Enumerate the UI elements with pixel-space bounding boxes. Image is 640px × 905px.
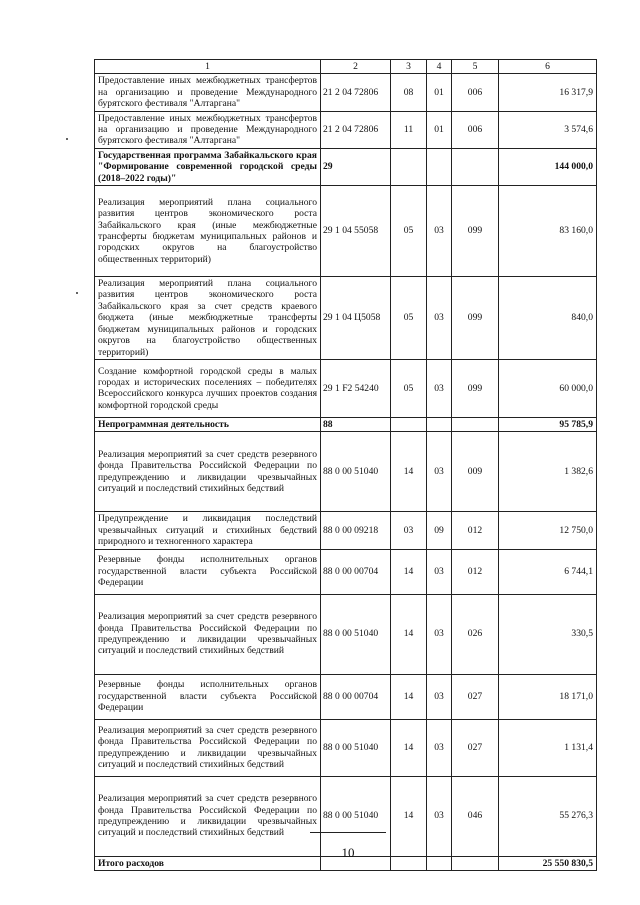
row-name-cell: Государственная программа Забайкальского края "Формирование современной городской среды (2018–2022 годы)" [95, 148, 321, 185]
row-section-cell: 14 [391, 432, 427, 512]
row-section-cell: 14 [391, 776, 427, 856]
row-subsection-cell [427, 856, 452, 870]
table-row [95, 719, 597, 776]
row-amount-cell: 6 744,1 [499, 549, 597, 594]
budget-table [94, 59, 597, 871]
row-section-cell: 14 [391, 549, 427, 594]
header-col-5: 5 [452, 60, 499, 74]
row-subsection-cell [427, 417, 452, 431]
row-type-cell [452, 148, 499, 185]
row-type-cell [452, 856, 499, 870]
row-code-cell: 88 0 00 51040 [321, 719, 391, 776]
row-code-cell: 88 0 00 00704 [321, 674, 391, 719]
row-amount-cell: 16 317,9 [499, 74, 597, 111]
row-section-cell: 08 [391, 74, 427, 111]
row-name-cell: Реализация мероприятий плана социального развития центров экономического роста Забайкальского края за счет средств краевого бюджета (иные межбюджетные трансферты бюджетам муниципальных районов и городских округов на благоустройство общественных территорий) [95, 277, 321, 360]
row-subsection-cell: 03 [427, 186, 452, 277]
page-number: 10 [341, 845, 355, 860]
table-row [95, 359, 597, 417]
row-amount-cell: 12 750,0 [499, 512, 597, 549]
table-row [95, 549, 597, 594]
row-code-cell: 88 0 00 09218 [321, 512, 391, 549]
row-subsection-cell: 03 [427, 277, 452, 360]
row-code-cell: 88 0 00 51040 [321, 432, 391, 512]
row-code-cell: 88 [321, 417, 391, 431]
table-body [95, 74, 597, 871]
row-name-cell: Резервные фонды исполнительных органов государственной власти субъекта Российской Федерации [95, 549, 321, 594]
row-code-cell: 88 0 00 51040 [321, 594, 391, 674]
table-row [95, 432, 597, 512]
row-amount-cell: 25 550 830,5 [499, 856, 597, 870]
row-type-cell: 027 [452, 719, 499, 776]
row-section-cell: 14 [391, 594, 427, 674]
row-section-cell: 11 [391, 111, 427, 148]
table-row [95, 417, 597, 431]
row-amount-cell: 330,5 [499, 594, 597, 674]
scan-speck [76, 292, 78, 294]
row-name-cell: Резервные фонды исполнительных органов государственной власти субъекта Российской Федерации [95, 674, 321, 719]
row-code-cell: 29 1 F2 54240 [321, 359, 391, 417]
row-section-cell: 05 [391, 359, 427, 417]
row-subsection-cell: 01 [427, 74, 452, 111]
row-type-cell: 006 [452, 74, 499, 111]
row-name-cell: Реализация мероприятий за счет средств резервного фонда Правительства Российской Федерации по предупреждению и ликвидации чрезвычайных ситуаций и последствий стихийных бедствий [95, 776, 321, 856]
row-subsection-cell: 03 [427, 719, 452, 776]
row-type-cell [452, 417, 499, 431]
table-row [95, 512, 597, 549]
row-name-cell: Реализация мероприятий за счет средств резервного фонда Правительства Российской Федерации по предупреждению и ликвидации чрезвычайных ситуаций и последствий стихийных бедствий [95, 719, 321, 776]
row-amount-cell: 60 000,0 [499, 359, 597, 417]
table-row [95, 74, 597, 111]
table-row [95, 186, 597, 277]
row-amount-cell: 83 160,0 [499, 186, 597, 277]
row-type-cell: 006 [452, 111, 499, 148]
row-section-cell: 14 [391, 719, 427, 776]
row-subsection-cell: 09 [427, 512, 452, 549]
row-type-cell: 012 [452, 549, 499, 594]
table-row [95, 148, 597, 185]
row-amount-cell: 840,0 [499, 277, 597, 360]
row-type-cell: 046 [452, 776, 499, 856]
row-amount-cell: 3 574,6 [499, 111, 597, 148]
row-section-cell: 05 [391, 277, 427, 360]
row-code-cell: 88 0 00 51040 [321, 776, 391, 856]
header-col-6: 6 [499, 60, 597, 74]
row-type-cell: 027 [452, 674, 499, 719]
row-type-cell: 009 [452, 432, 499, 512]
row-amount-cell: 95 785,9 [499, 417, 597, 431]
row-name-cell: Реализация мероприятий за счет средств резервного фонда Правительства Российской Федерации по предупреждению и ликвидации чрезвычайных ситуаций и последствий стихийных бедствий [95, 432, 321, 512]
table-header-row [95, 60, 597, 74]
budget-table-sheet [94, 59, 596, 871]
row-amount-cell: 55 276,3 [499, 776, 597, 856]
row-subsection-cell: 01 [427, 111, 452, 148]
row-name-cell: Предоставление иных межбюджетных трансфертов на организацию и проведение Международного бурятского фестиваля "Алтаргана" [95, 74, 321, 111]
row-name-cell: Реализация мероприятий плана социального развития центров экономического роста Забайкальского края (иные межбюджетные трансферты бюджетам муниципальных районов и городских округов на благоустройство общественных территорий) [95, 186, 321, 277]
row-section-cell: 14 [391, 674, 427, 719]
row-name-cell: Непрограммная деятельность [95, 417, 321, 431]
row-type-cell: 026 [452, 594, 499, 674]
row-subsection-cell [427, 148, 452, 185]
row-amount-cell: 1 131,4 [499, 719, 597, 776]
row-subsection-cell: 03 [427, 359, 452, 417]
row-name-cell: Предупреждение и ликвидация последствий чрезвычайных ситуаций и стихийных бедствий природного и техногенного характера [95, 512, 321, 549]
header-col-3: 3 [391, 60, 427, 74]
row-type-cell: 012 [452, 512, 499, 549]
row-type-cell: 099 [452, 277, 499, 360]
row-type-cell: 099 [452, 186, 499, 277]
table-row [95, 277, 597, 360]
row-code-cell: 29 1 04 Ц5058 [321, 277, 391, 360]
row-section-cell: 05 [391, 186, 427, 277]
row-subsection-cell: 03 [427, 432, 452, 512]
row-section-cell [391, 856, 427, 870]
row-name-cell: Предоставление иных межбюджетных трансфертов на организацию и проведение Международного бурятского фестиваля "Алтаргана" [95, 111, 321, 148]
header-col-4: 4 [427, 60, 452, 74]
row-section-cell: 03 [391, 512, 427, 549]
row-subsection-cell: 03 [427, 776, 452, 856]
row-code-cell: 29 1 04 55058 [321, 186, 391, 277]
row-subsection-cell: 03 [427, 594, 452, 674]
row-code-cell: 29 [321, 148, 391, 185]
row-name-cell: Реализация мероприятий за счет средств резервного фонда Правительства Российской Федерации по предупреждению и ликвидации чрезвычайных ситуаций и последствий стихийных бедствий [95, 594, 321, 674]
row-code-cell: 21 2 04 72806 [321, 74, 391, 111]
table-row [95, 674, 597, 719]
footer-divider [310, 832, 386, 833]
row-type-cell: 099 [452, 359, 499, 417]
scan-speck [66, 138, 68, 140]
row-amount-cell: 144 000,0 [499, 148, 597, 185]
row-amount-cell: 18 171,0 [499, 674, 597, 719]
table-row [95, 594, 597, 674]
header-col-1: 1 [95, 60, 321, 74]
row-code-cell: 88 0 00 00704 [321, 549, 391, 594]
row-name-cell: Итого расходов [95, 856, 321, 870]
row-subsection-cell: 03 [427, 674, 452, 719]
row-subsection-cell: 03 [427, 549, 452, 594]
header-col-2: 2 [321, 60, 391, 74]
row-name-cell: Создание комфортной городской среды в малых городах и исторических поселениях – победителях Всероссийского конкурса лучших проектов создания комфортной городской среды [95, 359, 321, 417]
row-section-cell [391, 148, 427, 185]
table-row [95, 111, 597, 148]
row-section-cell [391, 417, 427, 431]
row-code-cell: 21 2 04 72806 [321, 111, 391, 148]
row-amount-cell: 1 382,6 [499, 432, 597, 512]
